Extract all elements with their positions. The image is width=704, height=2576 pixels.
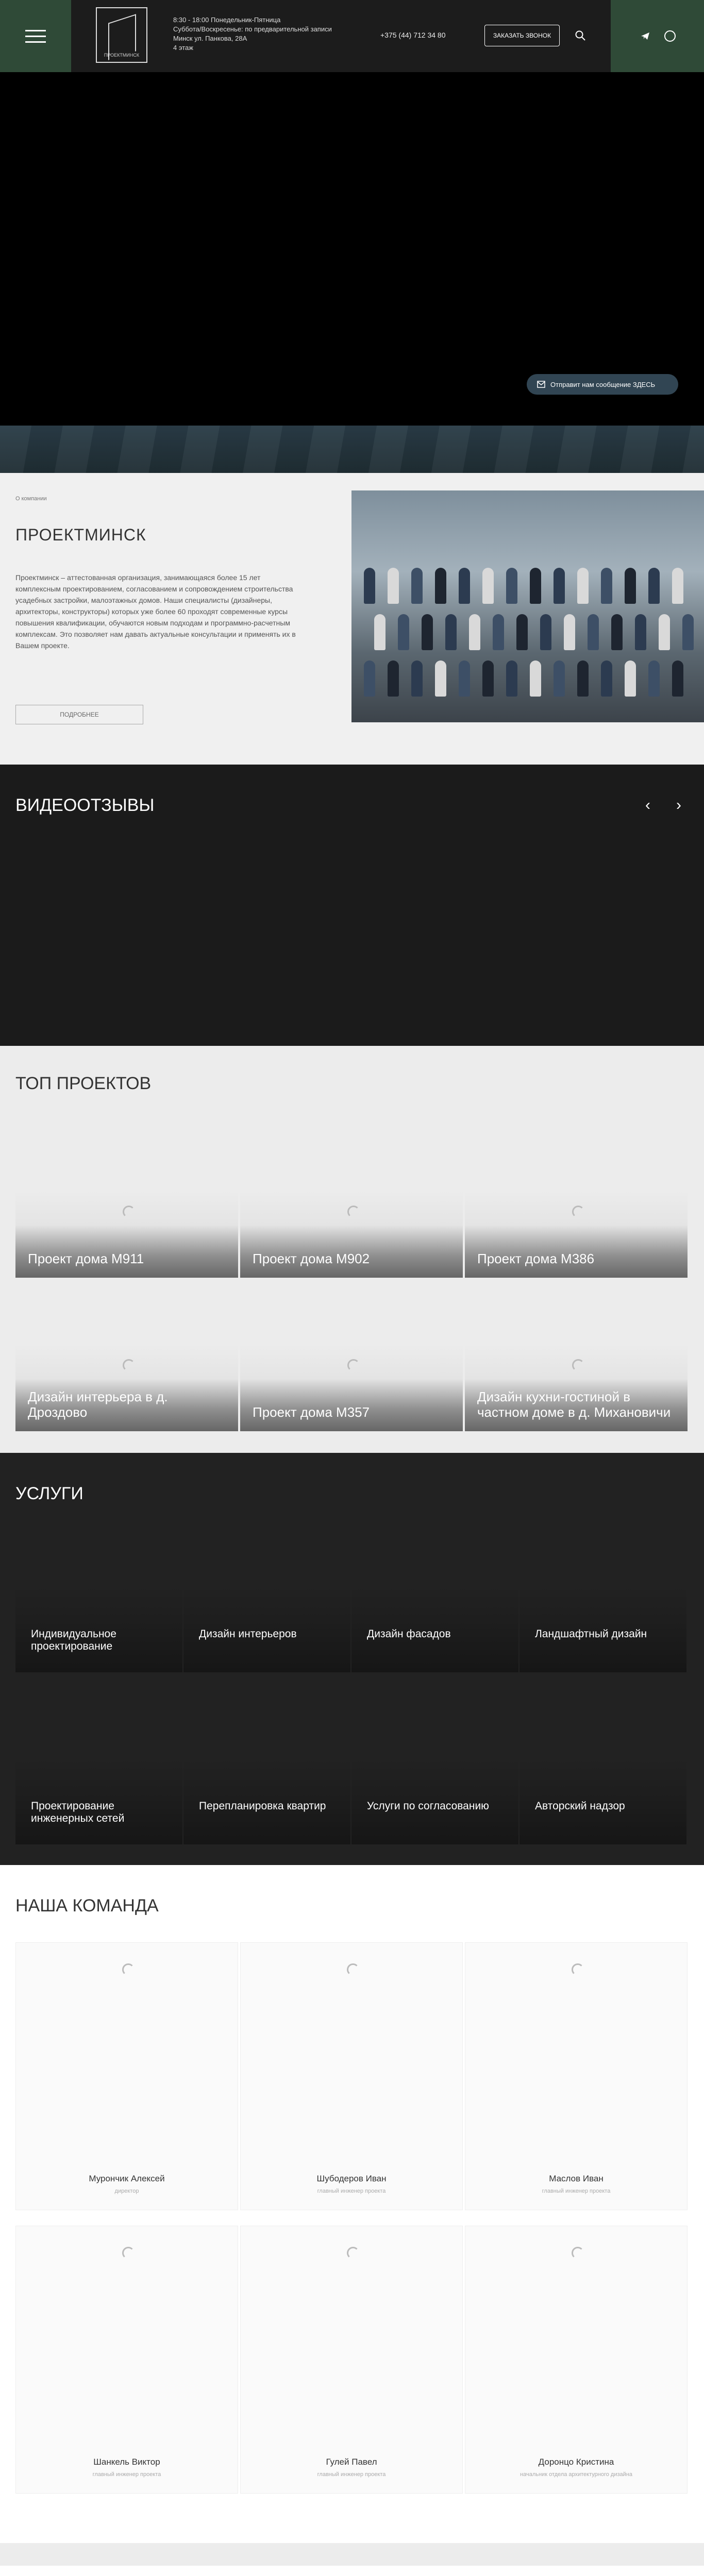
- menu-icon-line: [25, 30, 46, 31]
- photo-figure: [577, 568, 589, 604]
- photo-figure: [374, 614, 385, 650]
- menu-icon-line: [25, 41, 46, 43]
- team-member-name: Доронцо Кристина: [538, 2457, 614, 2467]
- service-title: Проектирование инженерных сетей: [31, 1800, 125, 1824]
- photo-figure: [445, 614, 457, 650]
- team-member-card[interactable]: [15, 2226, 238, 2494]
- team-photo: [351, 490, 704, 722]
- service-card[interactable]: [15, 1757, 182, 1844]
- service-title: Услуги по согласованию: [367, 1800, 489, 1812]
- photo-figure: [648, 568, 660, 604]
- photo-figure: [540, 614, 551, 650]
- loading-spinner-icon: [347, 1359, 360, 1371]
- project-card[interactable]: [15, 1344, 238, 1431]
- photo-figure: [516, 614, 528, 650]
- top-projects-section: [0, 1046, 704, 1453]
- photo-figure: [388, 660, 399, 697]
- team-member-card[interactable]: [240, 2226, 463, 2494]
- breadcrumb[interactable]: О компании: [15, 496, 47, 502]
- service-title: Ландшафтный дизайн: [535, 1628, 647, 1640]
- team-member-name: Шанкель Виктор: [93, 2457, 160, 2467]
- section-divider: [0, 2543, 704, 2566]
- photo-figure: [482, 568, 494, 604]
- project-card[interactable]: [15, 1190, 238, 1278]
- team-member-name: Шубодеров Иван: [316, 2174, 387, 2183]
- address: Минск ул. Панкова, 28А: [173, 35, 247, 42]
- photo-figure: [564, 614, 575, 650]
- telegram-icon[interactable]: [640, 30, 651, 42]
- menu-button[interactable]: [0, 0, 71, 72]
- slider-prev-button[interactable]: ‹: [645, 796, 650, 814]
- envelope-icon: [537, 381, 545, 388]
- service-card[interactable]: [15, 1585, 182, 1672]
- project-title: Дизайн кухни-гостиной в частном доме в д. Михановичи: [477, 1389, 671, 1420]
- photo-figure: [588, 614, 599, 650]
- loading-spinner-icon: [572, 1963, 584, 1976]
- photo-figure: [577, 660, 589, 697]
- service-title: Дизайн фасадов: [367, 1628, 451, 1640]
- team-member-card[interactable]: [465, 1942, 688, 2210]
- team-title: НАША КОМАНДА: [15, 1896, 159, 1916]
- photo-figure: [435, 660, 446, 697]
- team-section: [0, 1865, 704, 2566]
- photo-figure: [625, 660, 636, 697]
- site-header: [0, 0, 704, 72]
- photo-figure: [530, 660, 541, 697]
- photo-figure: [411, 660, 423, 697]
- photo-figure: [635, 614, 646, 650]
- project-title: Проект дома М357: [253, 1404, 370, 1420]
- photo-figure: [672, 660, 683, 697]
- project-title: Проект дома М911: [28, 1251, 144, 1266]
- photo-figure: [601, 568, 612, 604]
- about-text: Проектминск – аттестованная организация, занимающаяся более 15 лет комплексным проектированием, согласованием и сопровождением строительства усадебных застройки, малоэтажных домов. Наши специалисты (дизайнеры, архитекторы, конструкторы) которых уже более 60 проходят современные курсы повышения квалификации, обучаются новым подходам и программно-расчетным комплексам. Это позволяет нам давать актуальные консультации и применять их в Вашем проекте.: [15, 573, 296, 650]
- loading-spinner-icon: [122, 2247, 135, 2259]
- video-reviews-section: [0, 765, 704, 1046]
- photo-figure: [388, 568, 399, 604]
- service-title: Перепланировка квартир: [199, 1800, 326, 1812]
- photo-figure: [482, 660, 494, 697]
- project-card[interactable]: [240, 1190, 463, 1278]
- photo-figure: [459, 568, 470, 604]
- project-title: Дизайн интерьера в д. Дроздово: [28, 1389, 168, 1420]
- photo-figure: [398, 614, 409, 650]
- photo-figure: [682, 614, 694, 650]
- services-section: [0, 1453, 704, 1865]
- service-card[interactable]: [519, 1585, 686, 1672]
- whatsapp-icon[interactable]: [664, 30, 676, 42]
- service-title: Индивидуальное проектирование: [31, 1628, 116, 1652]
- hours-weekend: Суббота/Воскресенье: по предварительной записи: [173, 25, 332, 33]
- floor: 4 этаж: [173, 44, 193, 52]
- photo-figure: [422, 614, 433, 650]
- photo-figure: [601, 660, 612, 697]
- photo-figure: [648, 660, 660, 697]
- hero-banner-strip: [0, 426, 704, 473]
- header-info: [173, 15, 332, 53]
- loading-spinner-icon: [123, 1359, 135, 1371]
- menu-icon-line: [25, 36, 46, 37]
- loading-spinner-icon: [347, 1206, 360, 1218]
- team-member-name: Мурончик Алексей: [89, 2174, 165, 2183]
- photo-figure: [554, 568, 565, 604]
- photo-figure: [506, 568, 517, 604]
- team-member-name: Маслов Иван: [549, 2174, 604, 2183]
- loading-spinner-icon: [572, 1359, 584, 1371]
- hero-video[interactable]: [0, 72, 704, 426]
- team-member-role: директор: [114, 2188, 139, 2194]
- photo-figure: [364, 568, 375, 604]
- send-message-button[interactable]: [527, 374, 678, 395]
- team-member-name: Гулей Павел: [326, 2457, 377, 2467]
- photo-figure: [659, 614, 670, 650]
- team-member-role: главный инженер проекта: [317, 2188, 386, 2194]
- photo-figure: [493, 614, 504, 650]
- team-member-card[interactable]: [465, 2226, 688, 2494]
- photo-figure: [611, 614, 623, 650]
- service-card[interactable]: [351, 1757, 518, 1844]
- photo-figure: [411, 568, 423, 604]
- photo-figure: [554, 660, 565, 697]
- project-card[interactable]: [465, 1344, 688, 1431]
- hours-weekdays: 8:30 - 18:00 Понедельник-Пятница: [173, 16, 281, 24]
- consultation-form-section: [0, 2566, 704, 2576]
- photo-figure: [364, 660, 375, 697]
- project-card[interactable]: [240, 1344, 463, 1431]
- header-phone[interactable]: +375 (44) 712 34 80: [380, 31, 446, 39]
- about-more-button[interactable]: ПОДРОБНЕЕ: [15, 705, 143, 724]
- team-member-role: главный инженер проекта: [317, 2471, 386, 2478]
- service-card[interactable]: [183, 1757, 350, 1844]
- project-card[interactable]: [465, 1190, 688, 1278]
- team-member-role: главный инженер проекта: [542, 2188, 611, 2194]
- service-title: Авторский надзор: [535, 1800, 625, 1812]
- send-message-label: Отправит нам сообщение ЗДЕСЬ: [550, 380, 656, 388]
- project-title: Проект дома М902: [253, 1251, 370, 1266]
- loading-spinner-icon: [572, 1206, 584, 1218]
- team-member-card[interactable]: [15, 1942, 238, 2210]
- about-title: ПРОЕКТМИНСК: [15, 526, 146, 544]
- team-member-role: начальник отдела архитектурного дизайна: [520, 2471, 632, 2478]
- slider-next-button[interactable]: ›: [676, 796, 681, 814]
- photo-figure: [625, 568, 636, 604]
- service-title: Дизайн интерьеров: [199, 1628, 297, 1640]
- header-social: [611, 0, 704, 72]
- logo-text: ПРОЕКТМИНСК: [104, 53, 140, 58]
- photo-figure: [506, 660, 517, 697]
- service-card[interactable]: [519, 1757, 686, 1844]
- services-title: УСЛУГИ: [15, 1484, 83, 1503]
- photo-figure: [469, 614, 480, 650]
- call-request-button[interactable]: ЗАКАЗАТЬ ЗВОНОК: [484, 25, 560, 46]
- service-card[interactable]: [351, 1585, 518, 1672]
- photo-figure: [459, 660, 470, 697]
- photo-figure: [672, 568, 683, 604]
- team-member-role: главный инженер проекта: [92, 2471, 161, 2478]
- loading-spinner-icon: [347, 1963, 359, 1976]
- photo-figure: [530, 568, 541, 604]
- loading-spinner-icon: [123, 1206, 135, 1218]
- about-section: [0, 473, 704, 765]
- loading-spinner-icon: [347, 2247, 359, 2259]
- video-reviews-title: ВИДЕООТЗЫВЫ: [15, 795, 155, 815]
- service-card[interactable]: [183, 1585, 350, 1672]
- search-icon[interactable]: [575, 30, 586, 41]
- team-member-card[interactable]: [240, 1942, 463, 2210]
- photo-figure: [435, 568, 446, 604]
- loading-spinner-icon: [122, 1963, 135, 1976]
- logo[interactable]: [96, 7, 147, 63]
- loading-spinner-icon: [572, 2247, 584, 2259]
- project-title: Проект дома М386: [477, 1251, 595, 1266]
- top-projects-title: ТОП ПРОЕКТОВ: [15, 1074, 152, 1093]
